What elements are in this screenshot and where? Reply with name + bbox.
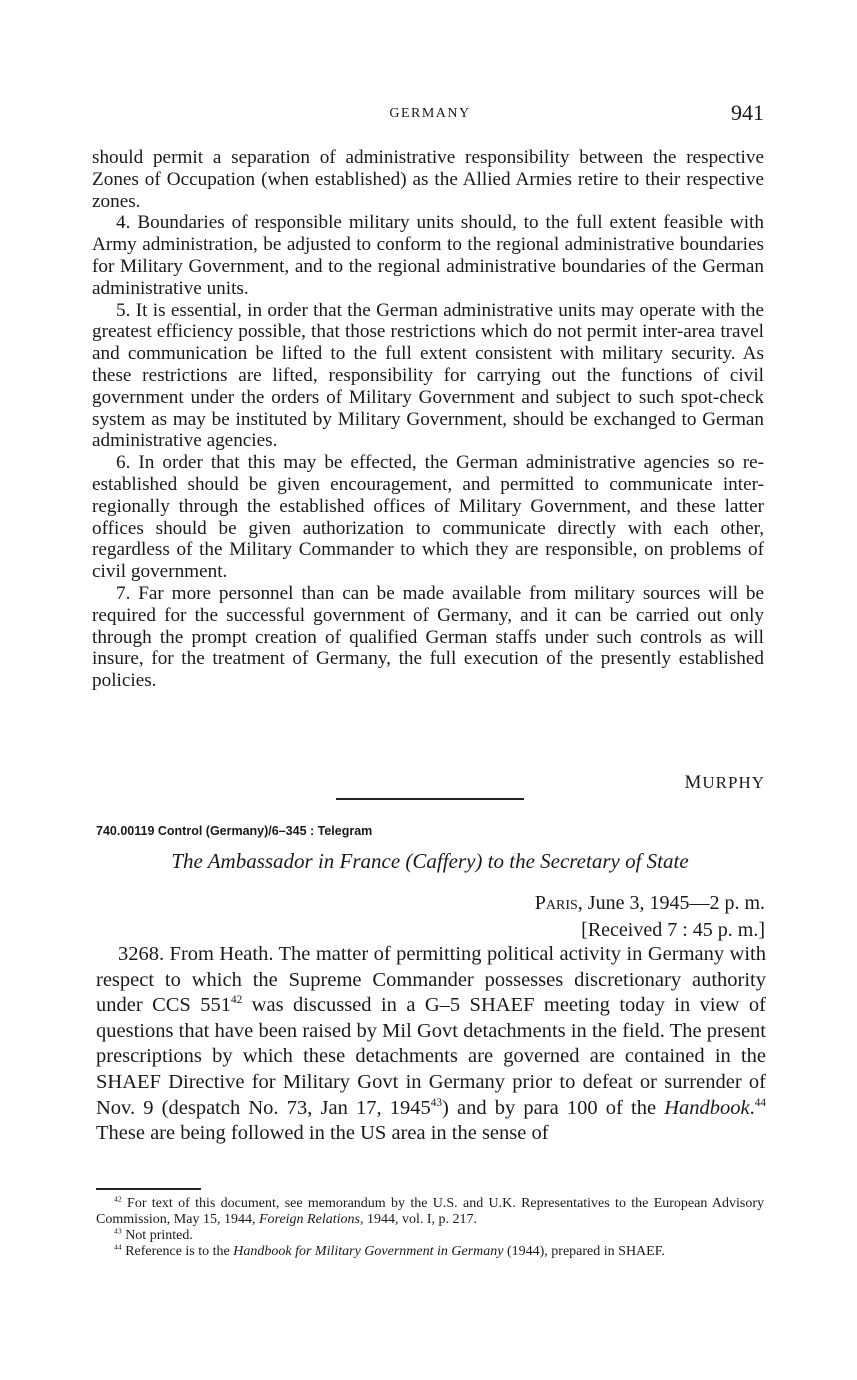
footnote-ref-44[interactable]: 44 — [754, 1096, 767, 1109]
footnote-43: $^{43}$ Not printed. — [114, 1226, 193, 1243]
telegram-paragraph: 3268. From Heath. The matter of permitting political activity in Germany with respect to which the Supreme Commander possesses discretionary authority under CCS $551^{42}$ was discussed in a G–5 SHAEF meeting today in view of questions that have been raised by Mil Govt detachments in the field. The present prescriptions by which these detachments are governed are contained in the SHAEF Directive for Military Govt in Germany prior to defeat or surrender of Nov. 9 (despatch No. 73, Jan 17, 1945$^{43}$) and by para 100 of the Handbook.$^{44}$ These are being followed in the US area in the sense of — [96, 943, 767, 1145]
dateline — [535, 890, 765, 944]
footnote-42: $^{42}$ For text of this document, see memorandum by the U.S. and U.K. Representatives to the European Advisory Commission, May 15, 1944, Foreign Relations, 1944, vol. I, p. 217. — [96, 1194, 765, 1227]
signature-rest: URPHY — [702, 773, 765, 792]
paragraph-7: 7. Far more personnel than can be made available from military sources will be required for the successful government of Germany, and it can be carried out only through the prompt creation of qualified German staffs under such controls as will insure, for the treatment of Germany, the full execution of the presently established policies. — [92, 582, 764, 692]
paragraph-6: 6. In order that this may be effected, the German administrative agencies so re-established should be given encouragement, and permitted to communicate inter-regionally through the established offices of Military Government, and these latter offices should be given authorization to communicate directly with each other, regardless of the Military Commander to which they are responsible, on problems of civil government. — [92, 452, 764, 583]
telegram-body — [96, 942, 766, 1147]
date: , June 3, 1945—2 p. m. — [577, 892, 765, 914]
date-sent — [535, 890, 765, 917]
running-title: GERMANY — [389, 106, 471, 121]
signature — [684, 772, 765, 794]
page-number: 941 — [731, 100, 764, 125]
footnotes — [96, 1196, 764, 1260]
section-divider — [336, 798, 524, 800]
handbook-title: Handbook — [664, 1096, 750, 1119]
footnote-rule — [96, 1188, 201, 1190]
document-title: The Ambassador in France (Caffery) to the Secretary of State — [171, 849, 689, 873]
running-header — [96, 100, 764, 128]
memorandum-body — [92, 147, 764, 692]
paragraph-5: 5. It is essential, in order that the German administrative units may operate with the greatest efficiency possible, that those restrictions which do not permit inter-area travel and communication be lifted to the full extent consistent with military security. As these restrictions are lifted, responsibility for carrying out the functions of civil government under the orders of Military Government and subject to such spot-check system as may be instituted by Military Government, should be exchanged to German administrative agencies. — [92, 299, 764, 452]
continuation-paragraph: should permit a separation of administrative responsibility between the respective Zones of Occupation (when established) as the Allied Armies retire to their respective zones. — [92, 147, 764, 212]
signature-initial: M — [684, 772, 703, 793]
footnote-ref-43[interactable]: 43 — [430, 1096, 443, 1109]
footnote-ref-42[interactable]: 42 — [231, 994, 243, 1007]
footnote-44: $^{44}$ Reference is to the Handbook for Military Government in Germany (1944), prepared in SHAEF. — [114, 1242, 665, 1259]
place: Paris — [534, 892, 578, 914]
paragraph-4: 4. Boundaries of responsible military units should, to the full extent feasible with Army administration, be adjusted to conform to the regional administrative boundaries for Military Government, and to the regional administrative boundaries of the German administrative units. — [92, 212, 764, 299]
file-reference: 740.00119 Control (Germany)/6–345 : Telegram — [96, 824, 373, 838]
date-received: [Received 7 : 45 p. m.] — [581, 919, 765, 941]
